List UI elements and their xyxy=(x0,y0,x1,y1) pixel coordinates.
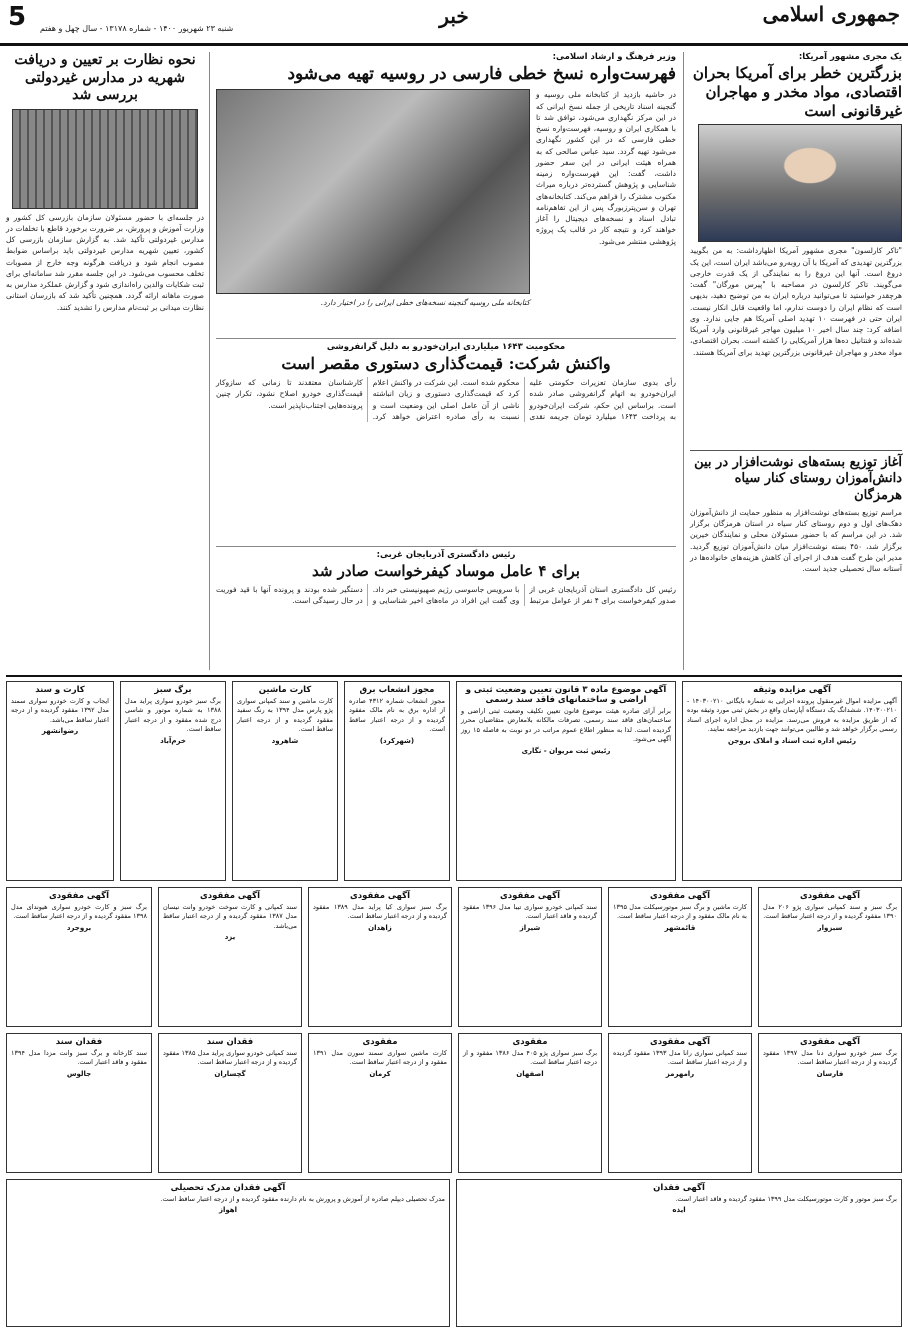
masthead xyxy=(0,0,908,46)
article-headline: فهرست‌واره نسخ خطی فارسی در روسیه تهیه می‌شود xyxy=(287,64,676,84)
article-photo xyxy=(698,124,902,242)
article-body: "تاکر کارلسون" مجری مشهور آمریکا اظهارداشت: به من بگویید بزرگترین تهدیدی که آمریکا با آن روبه‌رو می‌باشد ایران است، این یک دروغ است. آنها این دروغ را به نمایندگی از یک قدرت خارجی می‌گویند. تاکر کارلسون در مصاحبه با "پیرس مورگان" گفت: هرچقدر خواستید تا می‌توانید درباره ایران به من توضیح دهید، بدیهی است که نظام ایران را دوست ندارم، اما واقعیت قابل انکار نیست. ایران حتی در فهرست ۱۰ تهدید اصلی آمریکا هم جایی ندارد. وی اضافه کرد: چند سال اخیر ۱۰ میلیون مهاجر غیرقانونی وارد آمریکا شده‌اند و فنتانیل ده‌ها هزار آمریکایی را کشته است. بحران اقتصادی، مواد مخدر و مهاجران غیرقانونی بزرگترین تهدید برای آمریکا هستند. xyxy=(690,246,902,357)
article-headline: برای ۴ عامل موساد کیفرخواست صادر شد xyxy=(312,562,580,580)
ad-electricity: مجوز انشعاب برق مجوز انشعاب شماره ۴۳۱۲ صادره از اداره برق به نام مالک مفقود گردیده و از درجه اعتبار ساقط است. (شهرکرد) xyxy=(344,681,450,881)
date-line: شنبه ۲۳ شهریور ۱۴۰۰ - شماره ۱۳۱۷۸ - سال چهل و هفتم xyxy=(40,24,234,33)
article-body: مراسم توزیع بسته‌های نوشت‌افزار به منظور حمایت از دانش‌آموزان دهک‌های اول و دوم روستای کنار سیاه در استان هرمزگان برگزار شد. در این مراسم که با حضور مسئولان محلی و نمایندگان خیرین برگزار شد، ۴۵۰ بسته نوشت‌افزار میان دانش‌آموزان توزیع گردید. مدیر این طرح گفت هدف از اجرای آن کاهش هزینه‌های خانواده‌ها در آستانه سال تحصیلی جدید است. xyxy=(690,507,902,573)
ad-lost: آگهی مفقودی برگ سبز سواری کیا پراید مدل ۱۳۸۹ مفقود گردیده و از درجه اعتبار ساقط است. زاهدان xyxy=(308,887,452,1027)
article-body: رئیس کل دادگستری استان آذربایجان غربی از صدور کیفرخواست برای ۴ نفر از عوامل مرتبط با سرویس جاسوسی رژیم صهیونیستی خبر داد. وی گفت این افراد در ماه‌های اخیر شناسایی و دستگیر شده بودند و پرونده آنها با قید فوریت در حال رسیدگی است. xyxy=(216,584,676,605)
ad-lost-motorcycle: آگهی فقدان برگ سبز موتور و کارت موتورسیکلت مدل ۱۳۹۹ مفقود گردیده و فاقد اعتبار است. ایذه xyxy=(456,1179,902,1327)
ad-car-card: کارت ماشین کارت ماشین و سند کمپانی سواری پژو پارس مدل ۱۳۹۴ به رنگ سفید مفقود گردیده و از درجه اعتبار ساقط است. شاهرود xyxy=(232,681,338,881)
column-divider xyxy=(683,52,684,670)
photo-caption: کتابخانه ملی روسیه گنجینه نسخه‌های خطی ایرانی را در اختیار دارد. xyxy=(320,298,530,308)
ad-lost: آگهی مفقودی برگ سبز خودرو سواری دنا مدل ۱۳۹۷ مفقود گردیده و از درجه اعتبار ساقط است. فارسان xyxy=(758,1033,902,1173)
ad-lost: آگهی مفقودی برگ سبز و کارت خودرو سواری هیوندای مدل ۱۳۹۸ مفقود گردیده و از درجه اعتبار ساقط است. بروجرد xyxy=(6,887,152,1027)
column-divider xyxy=(209,52,210,670)
ad-car-document: کارت و سند ایجاب و کارت خودرو سواری سمند مدل ۱۳۹۲ مفقود گردیده و از درجه اعتبار ساقط می‌باشد. رضوانشهر xyxy=(6,681,114,881)
article-carlson xyxy=(690,52,902,357)
page-section-title: خبر xyxy=(439,4,469,28)
article-headline: بزرگترین خطر برای آمریکا بحران اقتصادی، مواد مخدر و مهاجران غیرقانونی است xyxy=(692,64,902,120)
ad-registration: آگهی موضوع ماده ۳ قانون تعیین وضعیت ثبتی و اراضی و ساختمانهای فاقد سند رسمی برابر آرای صادره هیئت موضوع قانون تعیین تکلیف وضعیت ثبتی اراضی و ساختمان‌های فاقد سند رسمی، تصرفات مالکانه بلامعارض متقاضیان محرز گردیده است. لذا به منظور اطلاع عموم مراتب در دو نوبت به فاصله ۱۵ روز آگهی می‌شود. رئیس ثبت مریوان - نگاری xyxy=(456,681,676,881)
article-stationery xyxy=(690,450,902,668)
newspaper-logo: جمهوری اسلامی xyxy=(762,2,900,26)
ad-lost: مفقودی برگ سبز سواری پژو ۴۰۵ مدل ۱۳۸۶ مفقود و از درجه اعتبار ساقط است. اصفهان xyxy=(458,1033,602,1173)
article-body: در حاشیه بازدید از کتابخانه ملی روسیه و گنجینه اسناد تاریخی از جمله نسخ ایرانی که در این مرکز نگهداری می‌شود، توافق شد تا با همکاری ایران و روسیه، فهرست‌واره نسخ خطی فارسی که در این کشور نگهداری می‌شود تهیه گردد. سید عباس صالحی که به همراه هیئت ایرانی در این سفر حضور داشت، گفت: این فهرست‌واره زمینه شناسایی و پژوهش گسترده‌تر درباره میراث مکتوب مشترک را فراهم می‌کند. کتابخانه‌های تهران و سن‌پترزبورگ پس از این تفاهم‌نامه تبادل اسناد و نسخه‌های دیجیتال را آغاز خواهند کرد و نتیجه کار در قالب یک پروژه پژوهشی منتشر می‌شود. xyxy=(536,90,676,246)
ad-green-card: برگ سبز برگ سبز خودرو سواری پراید مدل ۱۳۸۸ به شماره موتور و شاسی درج شده مفقود و از درجه اعتبار ساقط است. خرم‌آباد xyxy=(120,681,226,881)
section-divider xyxy=(216,338,676,339)
article-khodro xyxy=(216,342,676,542)
article-headline: آغاز توزیع بسته‌های نوشت‌افزار در بین دانش‌آموزان روستای کنار سیاه هرمزگان xyxy=(694,455,902,503)
article-headline: نحوه نظارت بر تعیین و دریافت شهریه در مدارس غیردولتی بررسی شد xyxy=(14,52,196,103)
ad-lost: آگهی مفقودی سند کمپانی و کارت سوخت خودرو وانت نیسان مدل ۱۳۸۷ مفقود گردیده و از درجه اعتبار ساقط می‌باشد. یزد xyxy=(158,887,302,1027)
ad-lost: آگهی مفقودی سند کمپانی خودرو سواری تیبا مدل ۱۳۹۶ مفقود گردیده و فاقد اعتبار است. شیراز xyxy=(458,887,602,1027)
article-photo xyxy=(216,89,530,294)
ad-lost: آگهی مفقودی سند کمپانی سواری رانا مدل ۱۳۹۳ مفقود گردیده و از درجه اعتبار ساقط است. رامهرمز xyxy=(608,1033,752,1173)
page-number: 5 xyxy=(8,2,27,32)
ad-lost-diploma: آگهی فقدان مدرک تحصیلی مدرک تحصیلی دیپلم صادره از آموزش و پرورش به نام دارنده مفقود گردیده و از درجه اعتبار ساقط است. اهواز xyxy=(6,1179,450,1327)
article-body: در جلسه‌ای با حضور مسئولان سازمان بازرسی کل کشور و وزارت آموزش و پرورش، بر ضرورت برخورد قاطع با تخلفات در مدارس غیردولتی تأکید شد. به گزارش سازمان بازرسی کل کشور، تعیین شهریه مدارس غیردولتی باید براساس ضوابط مصوب انجام شود و دریافت هرگونه وجه خارج از مصوبات تخلف محسوب می‌شود. در این جلسه مقرر شد سامانه‌ای برای ثبت شکایات والدین راه‌اندازی شود و گزارش عملکرد مدارس به صورت ماهانه ارائه گردد. همچنین تأکید شد که بازرسان استانی نظارت میدانی بر ثبت‌نام مدارس را تشدید کنند. xyxy=(6,212,204,312)
ad-auction: آگهی مزایده وثیقه آگهی مزایده اموال غیرمنقول پرونده اجرایی به شماره بایگانی ۱۴۰۳۰۰۲۱۰ - ۱۴۰۳۰۰۲۱۰. ششدانگ یک دستگاه آپارتمان واقع در بخش ثبتی مورد وثیقه بوده که از طریق مزایده به فروش می‌رسد. مزایده در محل اداره اجرای اسناد رسمی برگزار خواهد شد و طالبین می‌توانند جهت بازدید مراجعه نمایند. رئیس اداره ثبت اسناد و املاک بروجن xyxy=(682,681,902,881)
ad-lost: آگهی مفقودی کارت ماشین و برگ سبز موتورسیکلت مدل ۱۳۹۵ به نام مالک مفقود و از درجه اعتبار ساقط است. قائمشهر xyxy=(608,887,752,1027)
article-body: رأی بدوی سازمان تعزیرات حکومتی علیه ایران‌خودرو به اتهام گرانفروشی صادر شده است. براساس این حکم، شرکت ایران‌خودرو به پرداخت ۱۶۴۳ میلیارد تومان جریمه نقدی محکوم شده است. این شرکت در واکنش اعلام کرد که قیمت‌گذاری دستوری و زیان انباشته ناشی از آن عامل اصلی این وضعیت است و نسبت به رأی صادره اعتراض خواهد کرد. کارشناسان معتقدند تا زمانی که سازوکار قیمت‌گذاری خودرو اصلاح نشود، تکرار چنین پرونده‌هایی اجتناب‌ناپذیر است. xyxy=(216,378,676,421)
ad-lost: آگهی مفقودی برگ سبز و سند کمپانی سواری پژو ۲۰۶ مدل ۱۳۹۰ مفقود گردیده و از درجه اعتبار ساقط است. سبزوار xyxy=(758,887,902,1027)
article-headline: واکنش شرکت: قیمت‌گذاری دستوری مقصر است xyxy=(281,354,611,373)
article-azerbaijan xyxy=(216,550,676,670)
ad-lost-deed: فقدان سند سند کارخانه و برگ سبز وانت مزدا مدل ۱۳۹۴ مفقود و فاقد اعتبار است. جالوس xyxy=(6,1033,152,1173)
article-manuscripts xyxy=(216,52,676,334)
classified-ads xyxy=(6,675,902,1330)
article-schools xyxy=(6,52,204,670)
article-kicker: وزیر فرهنگ و ارشاد اسلامی: xyxy=(552,52,676,62)
article-kicker: محکومیت ۱۶۴۳ میلیاردی ایران‌خودرو به دلیل گرانفروشی xyxy=(326,342,566,352)
article-photo xyxy=(12,109,198,209)
article-kicker: رئیس دادگستری آذربایجان غربی: xyxy=(376,550,516,560)
article-kicker: یک مجری مشهور آمریکا: xyxy=(798,52,902,62)
ad-lost-deed: فقدان سند سند کمپانی خودرو سواری پراید مدل ۱۳۸۵ مفقود گردیده و از درجه اعتبار ساقط است. گچساران xyxy=(158,1033,302,1173)
section-divider xyxy=(216,546,676,547)
ad-lost: مفقودی کارت ماشین سواری سمند سورن مدل ۱۳۹۱ مفقود و از درجه اعتبار ساقط است. کرمان xyxy=(308,1033,452,1173)
